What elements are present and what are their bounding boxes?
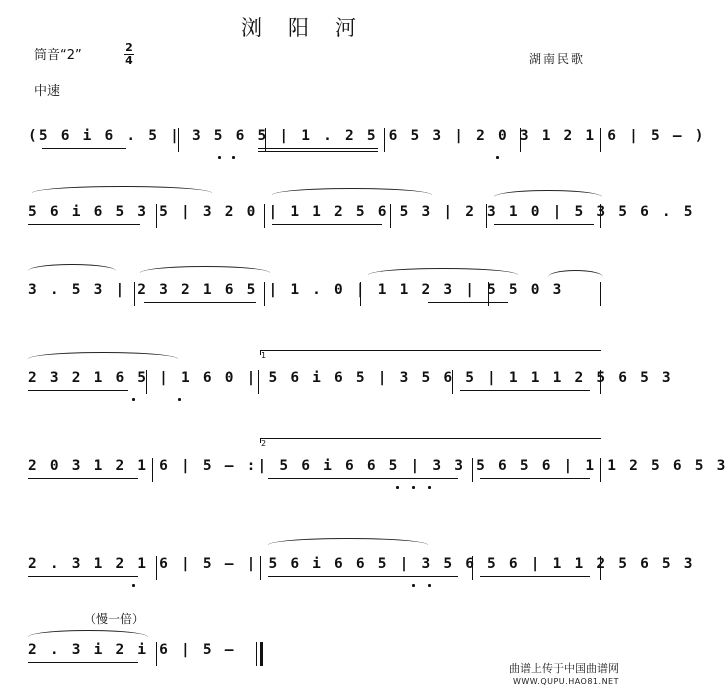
barline [600, 458, 601, 482]
notes-row-5: 2 0 3 1 2 1 6 | 5 – :| 5 6 i 6 6 5 | 3 3 5 6 5 6 | 1 1 2 5 6 5 3 [28, 458, 728, 474]
underline [258, 151, 378, 152]
notes-row-4: 2 3 2 1 6 5 | 1 6 0 | 5 6 i 6 5 | 3 5 6 5 | 1 1 1 2 5 6 5 3 [28, 370, 673, 386]
notes-row-7: 2 . 3 i 2 i 6 | 5 – [28, 642, 236, 658]
barline [600, 204, 601, 228]
slur [28, 264, 116, 271]
low-octave-dot [178, 398, 181, 401]
barline [488, 282, 489, 306]
barline [264, 282, 265, 306]
volta-2: 2 [260, 438, 601, 443]
barline [360, 282, 361, 306]
underline [258, 148, 378, 149]
low-octave-dot [396, 486, 399, 489]
barline [384, 128, 385, 152]
time-signature-bottom: 4 [125, 54, 133, 67]
slur [548, 270, 603, 277]
underline [460, 390, 590, 391]
low-octave-dot [132, 584, 135, 587]
final-barline [260, 642, 263, 666]
barline [260, 556, 261, 580]
barline [472, 556, 473, 580]
barline [600, 282, 601, 306]
underline [42, 148, 126, 149]
barline [472, 458, 473, 482]
time-signature [124, 42, 134, 67]
barline [486, 204, 487, 228]
underline [480, 576, 590, 577]
barline [156, 204, 157, 228]
tempo-marking: 中速 [34, 84, 61, 99]
underline [494, 224, 594, 225]
song-origin: 湖南民歌 [528, 52, 585, 66]
slur [28, 630, 148, 637]
slur [28, 352, 178, 359]
notes-row-3: 3 . 5 3 | 2 3 2 1 6 5 | 1 . 0 | 1 1 2 3 | 5 5 0 3 [28, 282, 564, 298]
underline [144, 302, 256, 303]
barline [600, 128, 601, 152]
slow-tempo-mark: （慢一倍） [84, 612, 145, 626]
site-watermark [509, 662, 619, 688]
barline [258, 370, 259, 394]
underline [28, 390, 128, 391]
slur [368, 268, 518, 275]
barline [156, 642, 157, 666]
notes-row-6: 2 . 3 1 2 1 6 | 5 – | 5 6 i 6 6 5 | 3 5 6 5 6 | 1 1 2 5 6 5 3 [28, 556, 695, 572]
final-thin-barline [256, 642, 257, 666]
underline [428, 302, 508, 303]
underline [268, 576, 458, 577]
barline [265, 128, 266, 152]
underline [480, 478, 590, 479]
low-octave-dot [232, 156, 235, 159]
barline [520, 128, 521, 152]
barline [156, 556, 157, 580]
underline [28, 576, 138, 577]
barline [600, 556, 601, 580]
barline [452, 370, 453, 394]
barline [178, 128, 179, 152]
watermark-url: WWW.QUPU.HAO81.NET [512, 677, 619, 686]
slur [140, 266, 270, 273]
slur [272, 188, 432, 195]
slur [32, 186, 212, 193]
low-octave-dot [412, 584, 415, 587]
barline [600, 370, 601, 394]
low-octave-dot [428, 486, 431, 489]
barline [264, 204, 265, 228]
volta-1: 1 [260, 350, 601, 355]
notes-row-2: 5 6 i 6 5 3 5 | 3 2 0 | 1 1 2 5 6 5 3 | 2 3 1 0 | 5 3 5 6 . 5 [28, 204, 695, 220]
barline [152, 458, 153, 482]
underline [272, 224, 382, 225]
low-octave-dot [496, 156, 499, 159]
underline [28, 224, 140, 225]
slur [268, 538, 428, 545]
underline [268, 478, 458, 479]
notes-row-1: (5 6 i 6 . 5 | 3 5 6 5 | 1 . 2 5 6 5 3 | 2 0 3 1 2 1 6 | 5 – ) [28, 128, 706, 144]
key-signature: 筒音“2” [34, 48, 82, 63]
underline [28, 478, 138, 479]
barline [390, 204, 391, 228]
barline [146, 370, 147, 394]
time-signature-top: 2 [125, 41, 133, 54]
low-octave-dot [428, 584, 431, 587]
low-octave-dot [218, 156, 221, 159]
slur [494, 190, 602, 197]
watermark-text: 曲谱上传于中国曲谱网 [509, 662, 619, 675]
page-title: 浏阳河 [241, 16, 382, 40]
low-octave-dot [412, 486, 415, 489]
barline [134, 282, 135, 306]
low-octave-dot [132, 398, 135, 401]
underline [28, 662, 138, 663]
